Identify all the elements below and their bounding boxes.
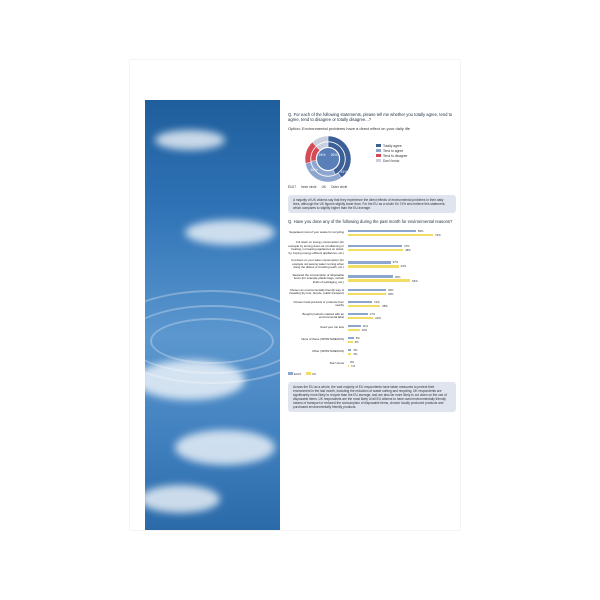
bar-uk — [348, 341, 353, 344]
bar-cell — [348, 288, 456, 296]
bar-cell — [348, 244, 456, 252]
bar-eu — [348, 289, 386, 292]
bar-category-label: Cut down on your water consumption (for example not leaving water running when doing the dishes or brushing teeth, etc.) — [291, 258, 344, 269]
bar-uk — [348, 365, 349, 368]
content-column — [288, 112, 456, 412]
bar-value-label: 10% — [361, 328, 368, 332]
bar-line-uk — [348, 316, 456, 320]
bar-eu — [348, 275, 393, 278]
legend-label: Tend to disagree — [383, 153, 408, 158]
bar-row — [288, 360, 456, 368]
bar-uk — [348, 234, 433, 237]
ring-legend — [288, 185, 456, 189]
bar-uk — [348, 317, 373, 320]
bar-eu — [348, 261, 391, 264]
bar-uk — [348, 329, 360, 332]
donut-center — [317, 148, 339, 170]
bar-cell — [348, 229, 456, 237]
legend-label: Tend to agree — [383, 148, 404, 153]
bar-legend — [288, 372, 456, 376]
bar-cell — [348, 324, 456, 332]
bar-value-label: 11% — [362, 324, 369, 328]
bar-row — [288, 348, 456, 356]
cloud — [145, 485, 220, 513]
bar-value-label: 48% — [405, 248, 411, 252]
bar-value-label: 3% — [353, 348, 358, 352]
bar-value-label: 17% — [369, 312, 376, 316]
legend-swatch-eu — [288, 372, 293, 375]
bar-row — [288, 300, 456, 308]
bar-eu — [348, 313, 368, 316]
bar-cell — [348, 360, 456, 368]
bar-uk — [348, 279, 410, 282]
donut-svg — [288, 135, 368, 183]
legend-item — [376, 158, 407, 163]
question-2: Q. Have you done any of the following during the past month for environmental reasons? — [288, 219, 453, 224]
bar-line-uk — [348, 304, 456, 308]
bar-eu — [348, 325, 361, 328]
bar-value-label: 37% — [392, 260, 399, 265]
legend-label: Totally agree — [383, 143, 402, 148]
bar-row — [288, 288, 456, 296]
bar-row — [288, 241, 456, 255]
donut-chart — [288, 135, 456, 183]
bar-uk — [348, 249, 403, 252]
bar-category-label: Chosen an environmentally friendly way of travelling (by foot, bicycle, public transport) — [289, 287, 344, 295]
bar-category-label: Separated most of your waste for recycling — [289, 230, 344, 235]
bar-chart — [288, 229, 456, 368]
bar-row — [288, 324, 456, 332]
legend-eu: EU27 — [293, 372, 302, 376]
bar-value-label: 33% — [387, 288, 394, 292]
bar-value-label: 21% — [374, 300, 380, 304]
document-page — [130, 60, 460, 530]
bar-line-uk — [348, 292, 456, 296]
water-ripple — [150, 318, 274, 364]
bar-value-label: 39% — [394, 274, 401, 279]
bar-row — [288, 312, 456, 320]
cloud — [185, 220, 275, 245]
decorative-sky-image — [145, 100, 280, 530]
bar-value-label: 74% — [435, 233, 441, 237]
bar-line-uk — [348, 233, 456, 237]
bar-row — [288, 229, 456, 237]
ring-legend-eu: EU27 — [288, 185, 296, 189]
legend-swatch — [376, 154, 381, 157]
bar-value-label: 44% — [400, 264, 407, 269]
donut-label: 26% — [330, 153, 338, 157]
bar-cell — [348, 260, 456, 268]
cloud — [175, 430, 275, 465]
legend-label: Don't know — [383, 158, 400, 163]
bar-value-label: 4% — [354, 340, 359, 344]
ring-legend-inner: Inner circle — [300, 185, 317, 189]
bar-line-uk — [348, 352, 456, 356]
legend-uk: UK — [312, 372, 317, 376]
donut-label: 40% — [310, 168, 318, 172]
bar-value-label: 33% — [387, 292, 394, 296]
bar-category-label: None of these (SPONTANEOUS) — [301, 337, 344, 342]
bar-eu — [348, 230, 416, 233]
summary-box-2: Across the EU as a whole, the vast majority of EU respondents have taken measures to protect their environment in the last month, including the reduction of waste sorting and recycling. UK respondents are significantly more likely to recycle than the EU average, and are also far more likely to cut down on the use of disposable items. UK respondents are the most likely of all EU citizens to have used environmentally friendly means of transport or reduced the consumption of disposable items, chosen locally produced products and purchased environmentally friendly products. — [288, 382, 456, 412]
bar-line-uk — [348, 328, 456, 332]
bar-cell — [348, 275, 456, 283]
bar-cell — [348, 336, 456, 344]
bar-category-label: Other (SPONTANEOUS) — [312, 349, 344, 354]
bar-eu — [348, 337, 354, 340]
bar-uk — [348, 293, 386, 296]
bar-row — [288, 259, 456, 270]
bar-line-uk — [348, 248, 456, 252]
bar-category-label: Cut down on energy consumption (for example by turning down air conditioning or heating, not leaving appliances on stand-by, buying energy-efficient appliances, etc.) — [288, 240, 344, 255]
bar-line-uk — [348, 279, 456, 283]
donut-label: 24% — [318, 153, 326, 157]
bar-category-label: Used your car less — [320, 325, 344, 330]
donut-label: 41% — [340, 170, 348, 174]
cloud — [155, 130, 225, 150]
option-statement: Option: Environmental problems have a direct effect on your daily life — [288, 126, 410, 131]
legend-swatch — [376, 159, 381, 162]
bar-uk — [348, 353, 351, 356]
bar-value-label: 22% — [375, 316, 381, 320]
bar-category-label: Chosen local products or products from nearby — [293, 299, 344, 307]
bar-value-label: 59% — [417, 229, 424, 233]
bar-category-label: Don't know — [329, 361, 344, 366]
bar-value-label: 3% — [353, 352, 358, 356]
cloud — [145, 360, 245, 400]
bar-value-label: 28% — [382, 304, 388, 308]
bar-row — [288, 274, 456, 285]
bar-line-uk — [348, 364, 456, 368]
legend-swatch — [376, 144, 381, 147]
bar-cell — [348, 348, 456, 356]
bar-value-label: 1% — [351, 364, 356, 368]
bar-cell — [348, 300, 456, 308]
bar-line-uk — [348, 264, 456, 268]
bar-value-label: 5% — [355, 336, 360, 340]
bar-uk — [348, 305, 380, 308]
bar-category-label: Bought products marked with an environmental label — [302, 311, 344, 319]
bar-uk — [348, 265, 399, 268]
bar-eu — [348, 349, 351, 352]
donut-legend — [376, 143, 407, 163]
bar-value-label: 47% — [404, 244, 410, 248]
bar-value-label: 0% — [350, 360, 355, 364]
ring-legend-uk: UK — [321, 185, 327, 189]
legend-swatch-uk — [306, 372, 311, 375]
bar-category-label: Reduced the consumption of disposable items (for example plastic bags, certain kinds of packaging, etc.) — [292, 272, 344, 284]
bar-eu — [348, 245, 402, 248]
bar-cell — [348, 312, 456, 320]
summary-box-1: A majority of UK citizens say that they experience the direct effects of environmental problems in their daily lives, although the UK figures slightly lower than. For the EU as a whole it's 74% who believe this statement, which compares to slightly higher than the EU average. — [288, 195, 456, 213]
bar-row — [288, 336, 456, 344]
bar-eu — [348, 301, 372, 304]
ring-legend-outer: Outer circle — [331, 185, 348, 189]
legend-swatch — [376, 149, 381, 152]
bar-line-uk — [348, 340, 456, 344]
question-1: Q. For each of the following statements, please tell me whether you totally agree, tend to agree, tend to disagree or totally disagree...? — [288, 112, 453, 122]
bar-value-label: 54% — [412, 278, 418, 283]
